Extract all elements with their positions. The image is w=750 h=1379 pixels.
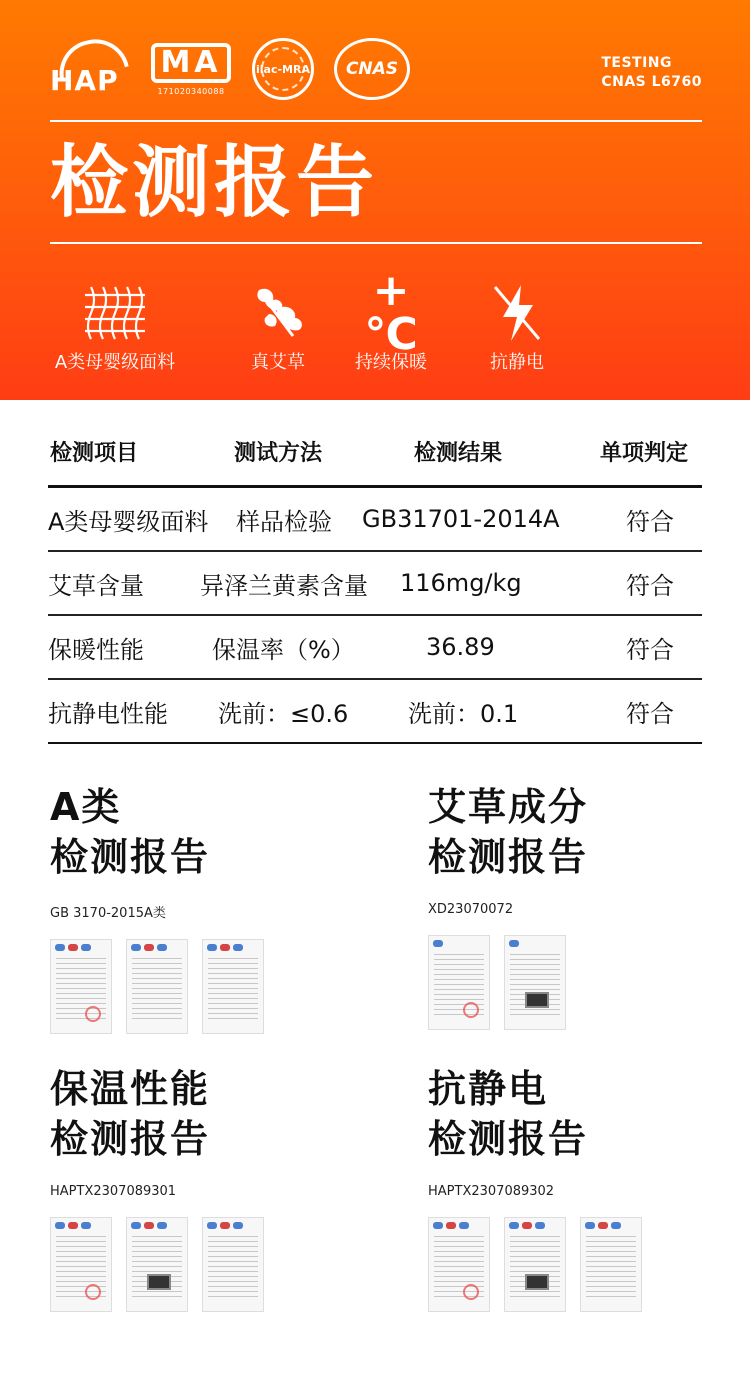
report-page-thumbnail[interactable] bbox=[126, 939, 188, 1034]
report-page-thumbnail[interactable] bbox=[428, 1217, 490, 1312]
feature-mugwort bbox=[228, 282, 328, 374]
feature-list bbox=[50, 265, 702, 382]
report-page-thumbnail[interactable] bbox=[202, 1217, 264, 1312]
report-page-thumbnail[interactable] bbox=[202, 939, 264, 1034]
hero-banner bbox=[0, 0, 750, 400]
cell-result: 洗前：0.1 bbox=[408, 699, 519, 728]
certification-logos bbox=[50, 38, 410, 100]
table-row bbox=[48, 680, 702, 744]
feature-label: A类母婴级面料 bbox=[54, 352, 176, 373]
table-row bbox=[48, 616, 702, 680]
report-title: 保温性能 检测报告 bbox=[50, 1067, 211, 1161]
cnas-logo: CNAS bbox=[334, 38, 410, 100]
cell-judgement: 符合 bbox=[626, 635, 674, 664]
cell-judgement: 符合 bbox=[626, 507, 674, 536]
cell-method: 异泽兰黄素含量 bbox=[200, 571, 368, 600]
report-page-thumbnail[interactable] bbox=[428, 935, 490, 1030]
report-page-thumbnail[interactable] bbox=[50, 939, 112, 1034]
report-title: A类 检测报告 bbox=[50, 785, 211, 879]
report-mugwort bbox=[428, 782, 728, 1030]
report-code: HAPTX2307089302 bbox=[428, 1184, 555, 1199]
feature-label: 真艾草 bbox=[251, 352, 305, 373]
report-code: HAPTX2307089301 bbox=[50, 1184, 177, 1199]
anti-static-bolt-icon bbox=[482, 282, 552, 344]
table-header-row bbox=[48, 418, 702, 488]
report-code: XD23070072 bbox=[428, 902, 514, 917]
report-a-class bbox=[50, 782, 350, 1034]
feature-antistatic bbox=[482, 282, 552, 374]
mugwort-leaf-icon bbox=[228, 282, 328, 344]
feature-fabric bbox=[50, 282, 180, 374]
cell-result: 36.89 bbox=[426, 633, 495, 661]
cell-result: 116mg/kg bbox=[400, 569, 522, 597]
cma-logo: MA 171020340088 bbox=[150, 38, 232, 100]
report-thumbnails bbox=[50, 1217, 350, 1312]
testing-accreditation: TESTING CNAS L6760 bbox=[601, 55, 702, 90]
report-page-thumbnail[interactable] bbox=[50, 1217, 112, 1312]
divider-top bbox=[50, 120, 702, 122]
header-judgement: 单项判定 bbox=[600, 441, 689, 466]
header-result: 检测结果 bbox=[414, 441, 503, 466]
report-code: GB 3170-2015A类 bbox=[50, 906, 166, 921]
plus-celsius-icon: +℃ bbox=[364, 265, 418, 360]
cell-method: 洗前：≤0.6 bbox=[218, 699, 349, 728]
page-title: 检测报告 bbox=[50, 138, 379, 228]
feature-warmth bbox=[346, 265, 436, 374]
feature-label: 抗静电 bbox=[490, 352, 544, 373]
cell-judgement: 符合 bbox=[626, 571, 674, 600]
report-antistatic bbox=[428, 1064, 728, 1312]
report-thumbnails bbox=[50, 939, 350, 1034]
report-title: 艾草成分 检测报告 bbox=[428, 785, 589, 879]
cell-result: GB31701-2014A bbox=[362, 505, 560, 533]
divider-bottom bbox=[50, 242, 702, 244]
report-page-thumbnail[interactable] bbox=[580, 1217, 642, 1312]
cell-judgement: 符合 bbox=[626, 699, 674, 728]
cell-item: 抗静电性能 bbox=[48, 699, 168, 728]
report-thumbnails bbox=[428, 1217, 728, 1312]
cell-item: 艾草含量 bbox=[48, 571, 144, 600]
hap-logo: HAP bbox=[50, 38, 130, 100]
feature-label: 持续保暖 bbox=[355, 352, 427, 373]
table-row bbox=[48, 488, 702, 552]
cell-item: 保暖性能 bbox=[48, 635, 144, 664]
cma-number: 171020340088 bbox=[157, 86, 225, 96]
header-item: 检测项目 bbox=[50, 441, 139, 466]
report-title: 抗静电 检测报告 bbox=[428, 1067, 589, 1161]
test-results-table bbox=[48, 418, 702, 744]
report-page-thumbnail[interactable] bbox=[504, 1217, 566, 1312]
ilac-mra-logo: ilac-MRA bbox=[252, 38, 314, 100]
cell-method: 样品检验 bbox=[236, 507, 332, 536]
cell-method: 保温率（%） bbox=[212, 635, 355, 664]
fabric-mesh-icon bbox=[50, 282, 180, 344]
header-method: 测试方法 bbox=[234, 441, 323, 466]
table-row bbox=[48, 552, 702, 616]
report-warmth bbox=[50, 1064, 350, 1312]
report-thumbnails bbox=[428, 935, 728, 1030]
cell-item: A类母婴级面料 bbox=[48, 507, 209, 536]
report-page-thumbnail[interactable] bbox=[504, 935, 566, 1030]
report-page-thumbnail[interactable] bbox=[126, 1217, 188, 1312]
